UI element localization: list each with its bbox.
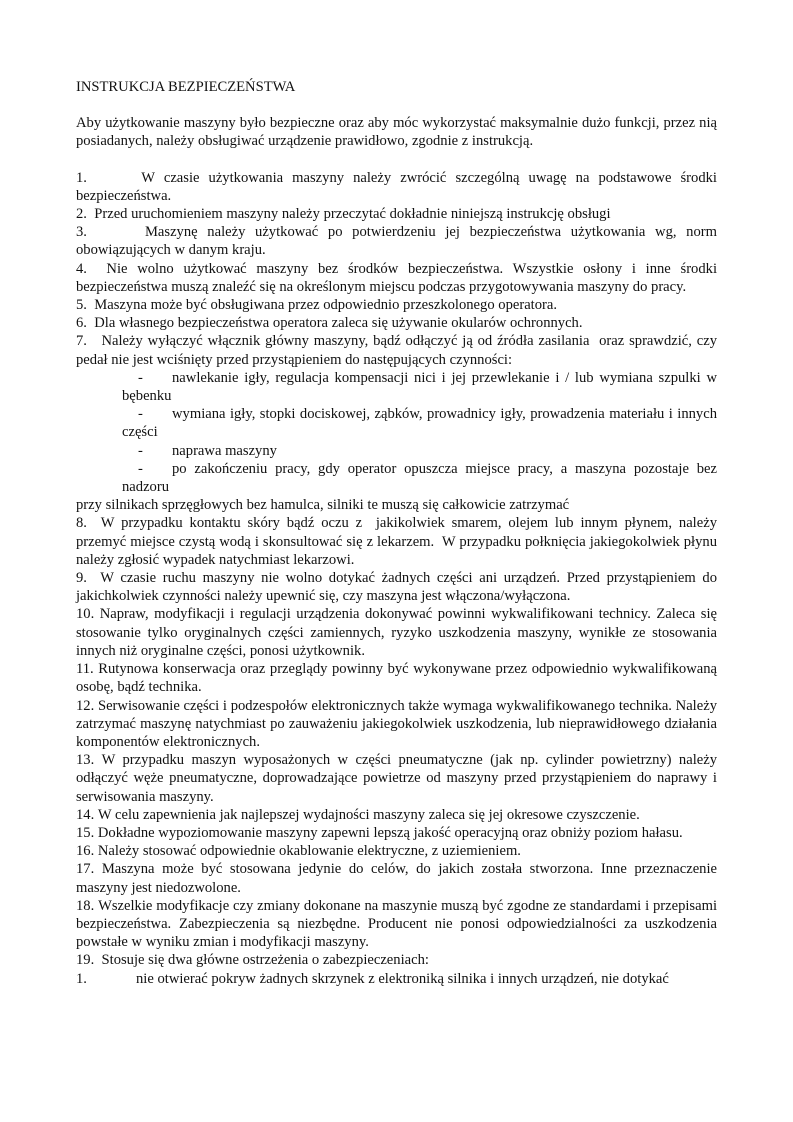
list-item: 1. W czasie użytkowania maszyny należy zwrócić szczególną uwagę na podstawowe środki bezpieczeństwa.	[76, 169, 717, 204]
list-item: 12. Serwisowanie części i podzespołów elektronicznych także wymaga wykwalifikowanego technika. Należy zatrzymać maszynę natychmiast po zauważeniu jakiegokolwiek uszkodzenia, lub nieprawidłowego działania komponentów elektronicznych.	[76, 697, 717, 750]
list-item: 9. W czasie ruchu maszyny nie wolno dotykać żadnych części ani urządzeń. Przed przystąpieniem do jakichkolwiek czynności należy upewnić się, czy maszyna jest włączona/wyłączona.	[76, 570, 717, 605]
list-item: 18. Wszelkie modyfikacje czy zmiany dokonane na maszynie muszą być zgodne ze standardami i przepisami bezpieczeństwa. Zabezpieczenia są niezbędne. Producent nie ponosi odpowiedzialności za uszkodzenia powstałe w wyniku zmian i modyfikacji maszyny.	[76, 897, 717, 951]
list-item: 17. Maszyna może być stosowana jedynie do celów, do jakich została stworzona. Inne przeznaczenie maszyny jest niedozwolone.	[76, 861, 717, 896]
sub-list-item-text: wymiana igły, stopki dociskowej, ząbków, prowadnicy igły, prowadzenia materiału i innych części	[122, 406, 717, 441]
list-item: 13. W przypadku maszyn wyposażonych w części pneumatyczne (jak np. cylinder powietrzny) należy odłączyć węże pneumatyczne, doprowadzające powietrze od maszyny przed przystąpieniem do naprawy i serwisowania maszyny.	[76, 752, 717, 805]
sub-list-item	[122, 369, 717, 405]
intro-paragraph: Aby użytkowanie maszyny było bezpieczne oraz aby móc wykorzystać maksymalnie dużo funkcji, przez nią posiadanych, należy obsługiwać urządzenie prawidłowo, zgodnie z instrukcją.	[76, 115, 717, 150]
list-item: 16. Należy stosować odpowiednie okablowanie elektryczne, z uziemieniem.	[76, 843, 521, 860]
sub-list-item-text: po zakończeniu pracy, gdy operator opuszcza miejsce pracy, a maszyna pozostaje bez nadzoru	[122, 460, 717, 496]
document-page	[76, 78, 717, 988]
list-item: 6. Dla własnego bezpieczeństwa operatora zaleca się używanie okularów ochronnych.	[76, 315, 583, 332]
list-item: 7. Należy wyłączyć włącznik główny maszyny, bądź odłączyć ją od źródła zasilania oraz sprawdzić, czy pedał nie jest wciśnięty przed przystąpieniem do następujących czynności:	[76, 333, 717, 368]
list-item: 15. Dokładne wypoziomowanie maszyny zapewni lepszą jakość operacyjną oraz obniży poziom hałasu.	[76, 824, 683, 841]
sub-list-item	[122, 442, 717, 460]
dash-bullet: -	[138, 406, 143, 423]
warning-text: nie otwierać pokryw żadnych skrzynek z elektroniką silnika i innych urządzeń, nie dotykać	[136, 970, 669, 987]
list-item: 2. Przed uruchomieniem maszyny należy przeczytać dokładnie niniejszą instrukcję obsługi	[76, 206, 611, 223]
list-item: 8. W przypadku kontaktu skóry bądź oczu z jakikolwiek smarem, olejem lub innym płynem, należy przemyć miejsce czystą wodą i skonsultować się z lekarzem. W przypadku połknięcia jakiegokolwiek płynu należy zgłosić wypadek natychmiast lekarzowi.	[76, 515, 717, 568]
list-item: 11. Rutynowa konserwacja oraz przeglądy powinny być wykonywane przez odpowiednio wykwalifikowaną osobę, bądź technika.	[76, 661, 717, 696]
dash-bullet: -	[138, 460, 143, 477]
continuation-line: przy silnikach sprzęgłowych bez hamulca, silniki te muszą się całkowicie zatrzymać	[76, 497, 570, 514]
dash-bullet: -	[138, 369, 143, 386]
sub-list-item	[122, 405, 717, 441]
list-item: 19. Stosuje się dwa główne ostrzeżenia o zabezpieczeniach:	[76, 952, 429, 969]
sub-list-item-text: nawlekanie igły, regulacja kompensacji nici i jej przewlekanie i / lub wymiana szpulki w bębenku	[122, 369, 717, 405]
list-item: 3. Maszynę należy użytkować po potwierdzeniu jej bezpieczeństwa użytkowania wg, norm obowiązujących w danym kraju.	[76, 224, 717, 259]
warning-item	[76, 970, 717, 988]
list-item: 10. Napraw, modyfikacji i regulacji urządzenia dokonywać powinni wykwalifikowani technicy. Zaleca się stosowanie tylko oryginalnych części zamiennych, ryzyko uszkodzenia maszyny, wynikłe ze stosowania innych niż oryginalne części, ponosi użytkownik.	[76, 606, 717, 659]
document-title: INSTRUKCJA BEZPIECZEŃSTWA	[76, 79, 296, 95]
dash-bullet: -	[138, 442, 143, 459]
list-item: 5. Maszyna może być obsługiwana przez odpowiednio przeszkolonego operatora.	[76, 297, 558, 314]
list-item: 4. Nie wolno użytkować maszyny bez środków bezpieczeństwa. Wszystkie osłony i inne środki bezpieczeństwa muszą znaleźć się na określonym miejscu podczas przygotowywania maszyny do pracy.	[76, 260, 717, 295]
list-item: 14. W celu zapewnienia jak najlepszej wydajności maszyny zaleca się jej okresowe czyszczenie.	[76, 806, 640, 823]
warning-number: 1.	[76, 970, 87, 987]
sub-list-item-text: naprawa maszyny	[172, 442, 277, 459]
sub-list-item	[122, 460, 717, 496]
